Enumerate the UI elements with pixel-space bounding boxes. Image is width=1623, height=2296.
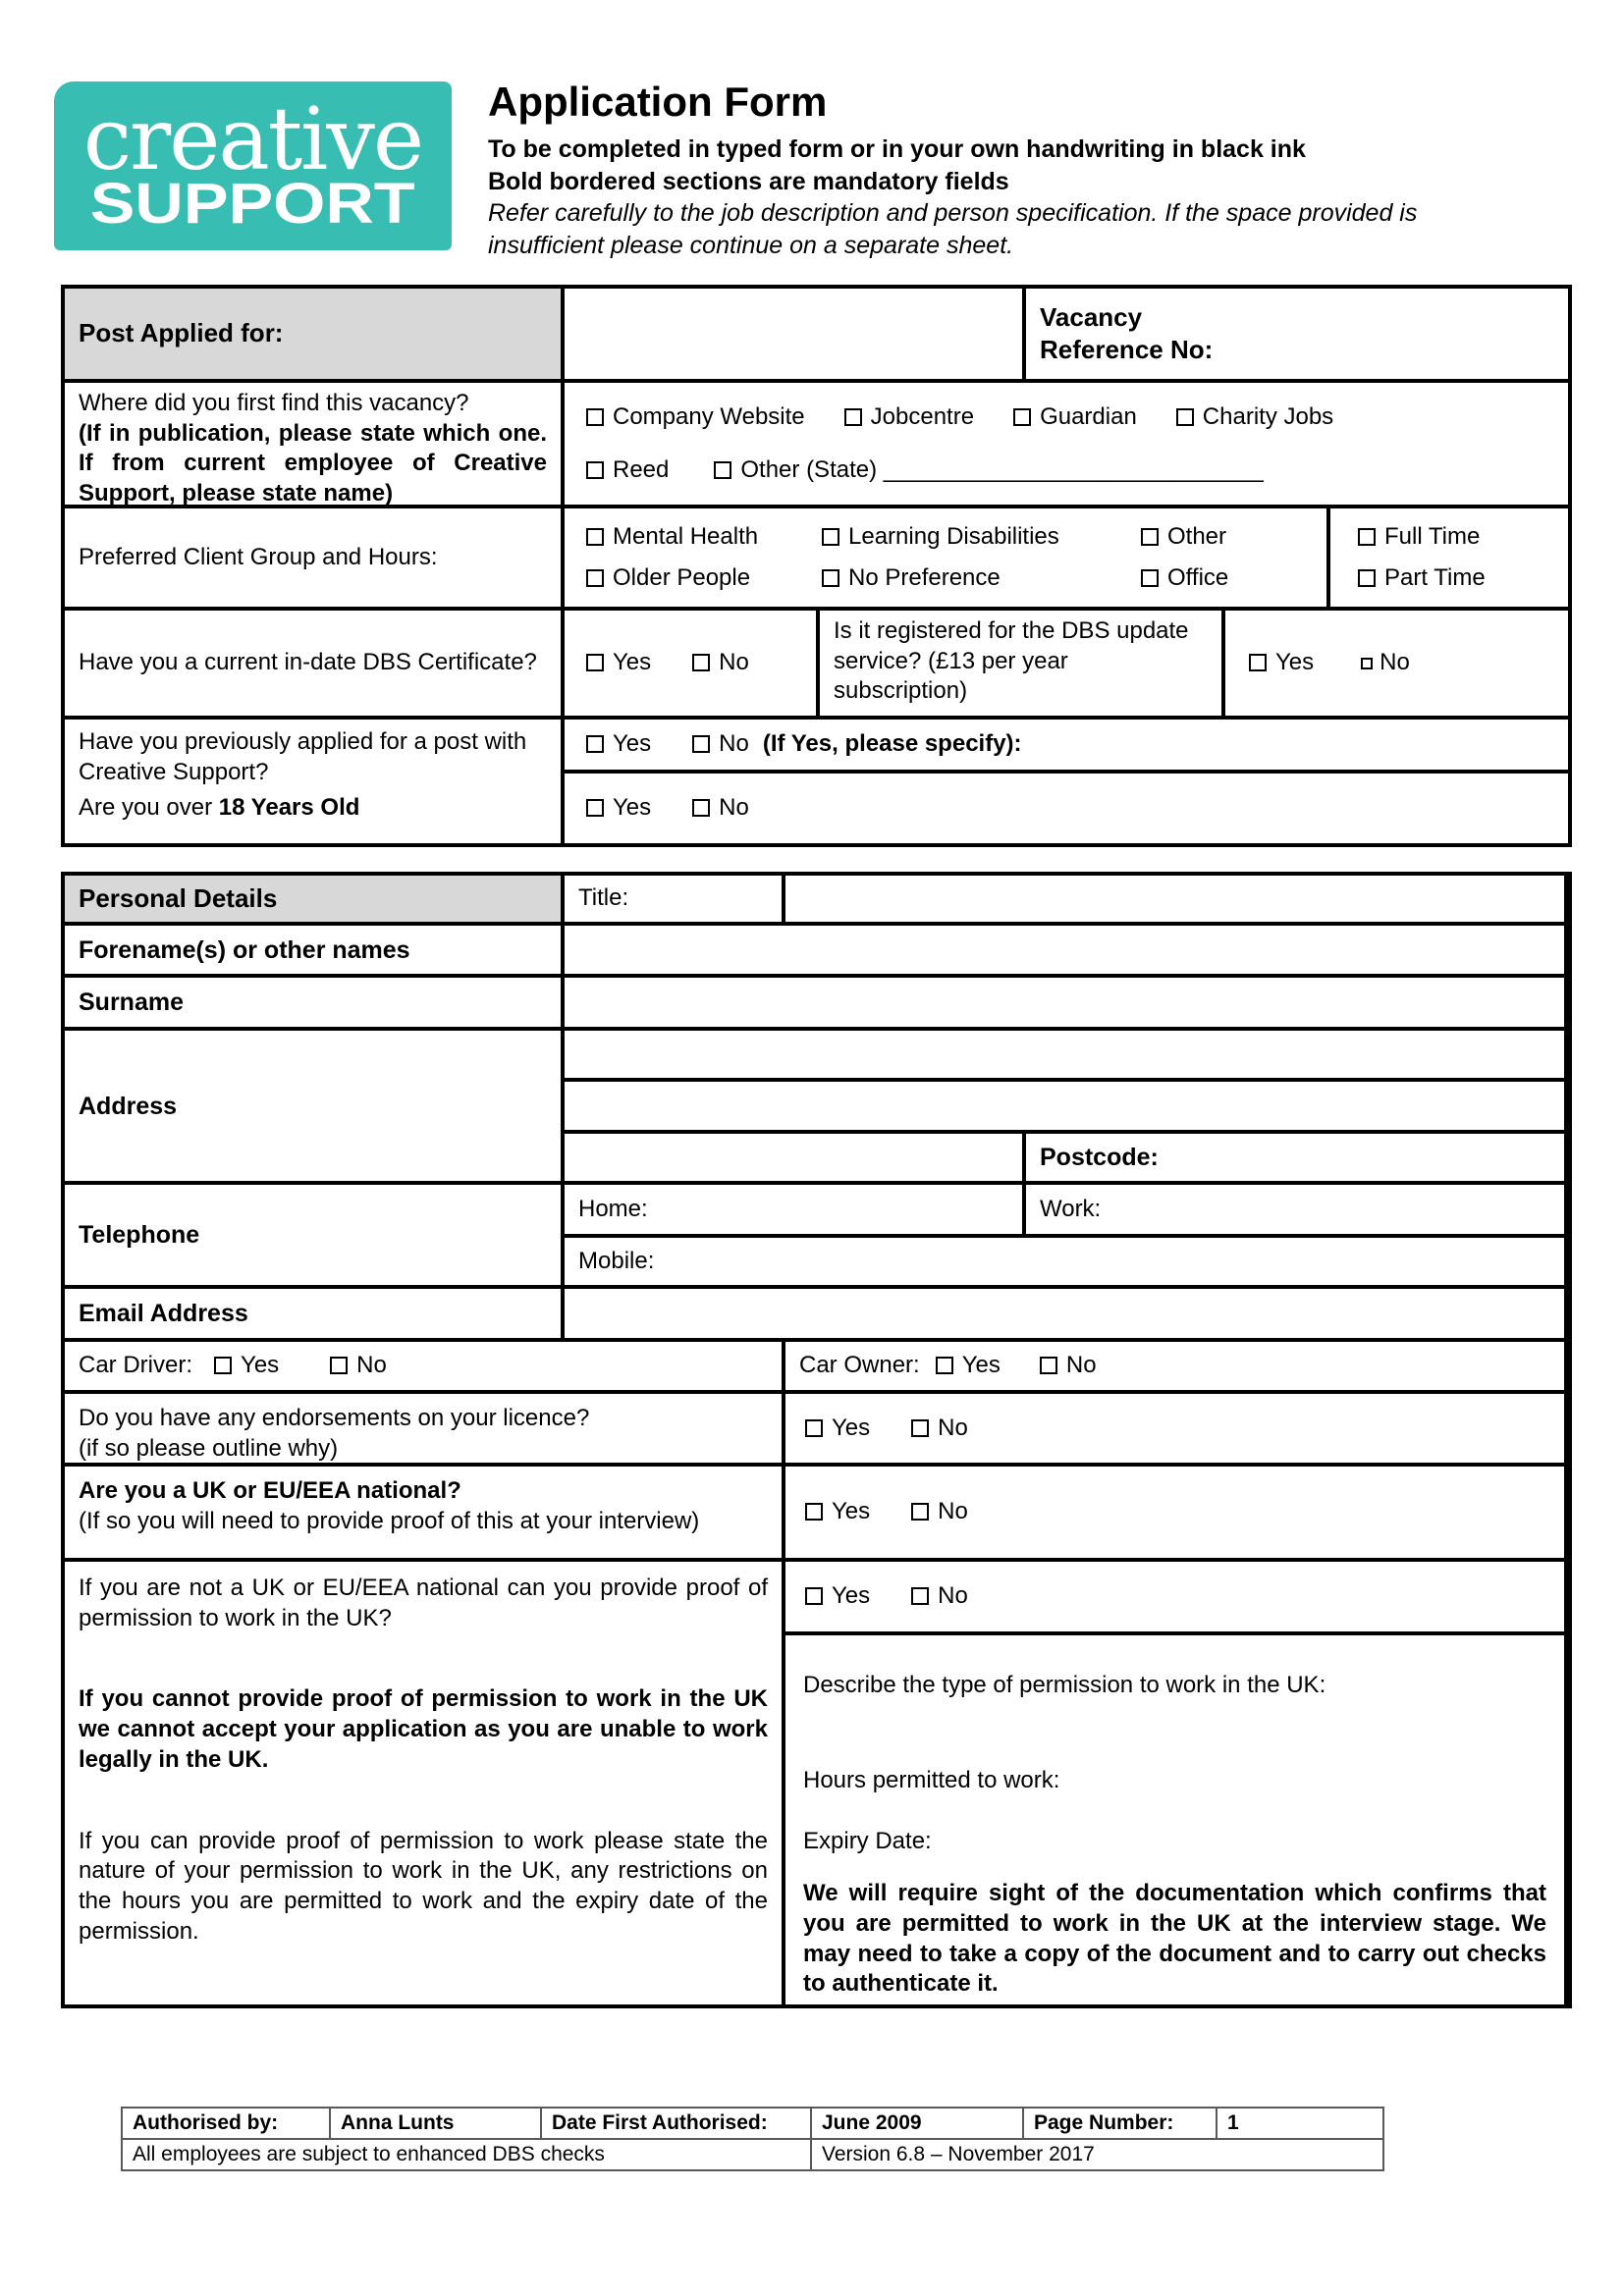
option-office: Office	[1167, 563, 1229, 591]
date-first-authorised-value: June 2009	[812, 2109, 1022, 2138]
checkbox-dbs-update-yes[interactable]	[1249, 654, 1267, 671]
address-line1-input-cell[interactable]	[565, 1031, 1564, 1078]
checkbox-over18-yes[interactable]	[586, 799, 604, 817]
personal-details-table	[61, 872, 1572, 2008]
header-instruction-1: To be completed in typed form or in your own handwriting in black ink	[488, 135, 1306, 163]
address-line3-input-cell[interactable]	[565, 1134, 1022, 1181]
checkbox-not-uk-yes[interactable]	[805, 1587, 823, 1605]
telephone-work-cell[interactable]	[1026, 1185, 1564, 1234]
post-applied-label: Post Applied for:	[65, 289, 561, 379]
checkbox-guardian[interactable]	[1013, 408, 1031, 426]
checkbox-reed[interactable]	[586, 461, 604, 479]
car-driver-cell	[65, 1342, 782, 1390]
not-uk-warning: If you cannot provide proof of permission to work in the UK we cannot accept your application as you are unable to work legally in the UK.	[79, 1685, 768, 1773]
address-label: Address	[65, 1031, 561, 1181]
surname-label: Surname	[65, 978, 561, 1027]
authorised-by-value: Anna Lunts	[331, 2109, 540, 2138]
checkbox-car-owner-yes[interactable]	[936, 1357, 953, 1374]
page-title: Application Form	[488, 79, 828, 125]
checkbox-uk-national-yes[interactable]	[805, 1503, 823, 1521]
dbs-yes-label: Yes	[613, 649, 652, 676]
checkbox-older-people[interactable]	[586, 569, 604, 587]
not-uk-yes-no-cell	[785, 1562, 1564, 1631]
dbs-checks-note: All employees are subject to enhanced DBS checks	[123, 2140, 810, 2169]
forename-label: Forename(s) or other names	[65, 926, 561, 974]
checkbox-car-driver-no[interactable]	[330, 1357, 348, 1374]
checkbox-endorsements-yes[interactable]	[805, 1419, 823, 1437]
checkbox-mental-health[interactable]	[586, 528, 604, 546]
mobile-label: Mobile:	[578, 1247, 655, 1274]
checkbox-over18-no[interactable]	[692, 799, 710, 817]
header-text-block	[488, 79, 1539, 261]
hours-permitted-label: Hours permitted to work:	[803, 1766, 1060, 1793]
postcode-cell[interactable]	[1026, 1134, 1564, 1181]
over18-yes-label: Yes	[613, 794, 652, 822]
dbs-question: Have you a current in-date DBS Certificate?	[65, 611, 561, 716]
logo-word-creative: creative	[82, 88, 423, 190]
car-driver-yes-label: Yes	[241, 1352, 280, 1379]
checkbox-other-state[interactable]	[714, 461, 731, 479]
option-part-time: Part Time	[1384, 563, 1486, 591]
not-uk-question: If you are not a UK or EU/EEA national can you provide proof of permission to work in the UK?	[79, 1575, 768, 1631]
uk-national-yes-label: Yes	[832, 1498, 871, 1525]
checkbox-office[interactable]	[1141, 569, 1159, 587]
creative-support-logo	[54, 81, 452, 250]
option-company-website: Company Website	[613, 402, 805, 430]
option-learning-disabilities: Learning Disabilities	[848, 522, 1059, 550]
title-input-cell[interactable]	[785, 876, 1564, 922]
client-group-options-cell	[565, 508, 1326, 607]
car-owner-cell	[785, 1342, 1564, 1390]
not-uk-info: If you can provide proof of permission to work please state the nature of your permission to work in the UK, any restrictions on the hours you are permitted to work and the expiry date of the permission.	[79, 1827, 768, 1945]
endorsements-yes-label: Yes	[832, 1414, 871, 1441]
describe-permission-label: Describe the type of permission to work in the UK:	[803, 1672, 1326, 1698]
over18-no-label: No	[719, 794, 749, 822]
car-owner-label: Car Owner:	[799, 1352, 920, 1379]
telephone-mobile-cell[interactable]	[565, 1238, 1564, 1285]
dbs-update-question: Is it registered for the DBS update service? (£13 per year subscription)	[820, 611, 1221, 716]
dbs-yes-no-cell	[565, 611, 816, 716]
checkbox-other-group[interactable]	[1141, 528, 1159, 546]
vacancy-reference-cell[interactable]	[1026, 289, 1568, 379]
vacancy-ref-line1: Vacancy	[1040, 301, 1143, 332]
option-guardian: Guardian	[1040, 402, 1137, 430]
header-instruction-2: Bold bordered sections are mandatory fields	[488, 167, 1009, 195]
address-line2-input-cell[interactable]	[565, 1082, 1564, 1130]
expiry-date-label: Expiry Date:	[803, 1828, 932, 1855]
forename-input-cell[interactable]	[565, 926, 1564, 974]
endorsements-question-cell	[65, 1394, 782, 1463]
checkbox-not-uk-no[interactable]	[911, 1587, 929, 1605]
car-driver-label: Car Driver:	[79, 1352, 193, 1379]
personal-details-label: Personal Details	[65, 876, 561, 922]
checkbox-company-website[interactable]	[586, 408, 604, 426]
checkbox-jobcentre[interactable]	[844, 408, 862, 426]
checkbox-uk-national-no[interactable]	[911, 1503, 929, 1521]
find-vacancy-question: Where did you first find this vacancy?	[79, 390, 469, 416]
endorsements-yes-no-cell	[785, 1394, 1564, 1463]
date-first-authorised-label: Date First Authorised:	[542, 2109, 810, 2138]
header-instruction-3: Refer carefully to the job description and person specification. If the space provided is insufficient please continue on a separate sheet.	[488, 199, 1418, 259]
postcode-label: Postcode:	[1040, 1144, 1159, 1171]
option-mental-health: Mental Health	[613, 522, 759, 550]
checkbox-dbs-no[interactable]	[692, 654, 710, 671]
car-owner-yes-label: Yes	[961, 1352, 1001, 1379]
option-reed: Reed	[613, 455, 670, 483]
telephone-label: Telephone	[65, 1185, 561, 1285]
not-uk-no-label: No	[938, 1582, 968, 1610]
dbs-update-yes-no-cell	[1225, 611, 1568, 716]
permission-details-cell[interactable]	[785, 1635, 1564, 2004]
footer-table	[121, 2107, 1384, 2171]
not-uk-question-cell	[65, 1562, 782, 2004]
client-group-label: Preferred Client Group and Hours:	[65, 508, 561, 607]
find-vacancy-question-cell	[65, 383, 561, 505]
version-note: Version 6.8 – November 2017	[812, 2140, 1382, 2169]
vacancy-sources-cell	[565, 383, 1568, 505]
checkbox-part-time[interactable]	[1358, 569, 1376, 587]
work-label: Work:	[1040, 1195, 1102, 1222]
telephone-home-cell[interactable]	[565, 1185, 1022, 1234]
checkbox-dbs-update-no[interactable]	[1361, 658, 1373, 669]
checkbox-prev-applied-no[interactable]	[692, 735, 710, 753]
uk-national-note: (If so you will need to provide proof of this at your interview)	[79, 1507, 700, 1534]
checkbox-no-preference[interactable]	[822, 569, 839, 587]
page-number-value: 1	[1217, 2109, 1382, 2138]
endorsements-no-label: No	[938, 1414, 968, 1441]
documentation-note: We will require sight of the documentation which confirms that you are permitted to work in the UK at the interview stage. We may need to take a copy of the document and to carry out checks to authenticate it.	[803, 1880, 1546, 1998]
prev-applied-no-label: No	[719, 730, 749, 758]
title-label: Title:	[565, 876, 782, 922]
checkbox-prev-applied-yes[interactable]	[586, 735, 604, 753]
over18-question-bold: 18 Years Old	[218, 794, 360, 822]
option-other-group: Other	[1167, 522, 1227, 550]
dbs-update-yes-label: Yes	[1275, 649, 1315, 676]
checkbox-learning-disabilities[interactable]	[822, 528, 839, 546]
checkbox-car-driver-yes[interactable]	[214, 1357, 232, 1374]
car-owner-no-label: No	[1065, 1352, 1097, 1379]
other-state-blank-line[interactable]: _____________________________	[883, 455, 1264, 483]
prev-applied-over18-cell	[65, 720, 561, 843]
checkbox-car-owner-no[interactable]	[1040, 1357, 1057, 1374]
home-label: Home:	[578, 1195, 648, 1222]
hours-options-cell	[1330, 508, 1568, 607]
find-vacancy-note: (If in publication, please state which one. If from current employee of Creative Support, please state name)	[79, 419, 547, 507]
option-other-state: Other (State)	[740, 455, 878, 483]
uk-national-question-cell	[65, 1467, 782, 1558]
checkbox-endorsements-no[interactable]	[911, 1419, 929, 1437]
email-label: Email Address	[65, 1289, 561, 1338]
authorised-by-label: Authorised by:	[123, 2109, 329, 2138]
prev-applied-question: Have you previously applied for a post with Creative Support?	[79, 728, 527, 785]
surname-input-cell[interactable]	[565, 978, 1564, 1027]
checkbox-charity-jobs[interactable]	[1176, 408, 1194, 426]
uk-national-no-label: No	[938, 1498, 968, 1525]
over18-question-prefix: Are you over	[79, 794, 219, 822]
prev-applied-yes-no-cell	[565, 720, 1568, 770]
checkbox-full-time[interactable]	[1358, 528, 1376, 546]
option-charity-jobs: Charity Jobs	[1202, 402, 1334, 430]
dbs-update-no-label: No	[1380, 649, 1410, 676]
endorsements-question: Do you have any endorsements on your licence?	[79, 1405, 590, 1431]
logo-word-support: SUPPORT	[90, 171, 415, 236]
checkbox-dbs-yes[interactable]	[586, 654, 604, 671]
post-applied-input-cell[interactable]	[565, 289, 1022, 379]
option-jobcentre: Jobcentre	[870, 402, 975, 430]
email-input-cell[interactable]	[565, 1289, 1564, 1338]
not-uk-yes-label: Yes	[832, 1582, 871, 1610]
car-driver-no-label: No	[356, 1352, 387, 1379]
option-older-people: Older People	[613, 563, 751, 591]
endorsements-note: (if so please outline why)	[79, 1434, 339, 1462]
uk-national-question: Are you a UK or EU/EEA national?	[79, 1477, 461, 1504]
vacancy-ref-line2: Reference No:	[1040, 335, 1214, 364]
option-full-time: Full Time	[1384, 522, 1481, 550]
option-no-preference: No Preference	[848, 563, 1001, 591]
uk-national-yes-no-cell	[785, 1467, 1564, 1558]
over18-yes-no-cell	[565, 774, 1568, 843]
prev-applied-yes-label: Yes	[613, 730, 652, 758]
dbs-no-label: No	[719, 649, 749, 676]
prev-applied-note: (If Yes, please specify):	[762, 730, 1022, 758]
page-number-label: Page Number:	[1024, 2109, 1216, 2138]
vacancy-table	[61, 285, 1572, 847]
